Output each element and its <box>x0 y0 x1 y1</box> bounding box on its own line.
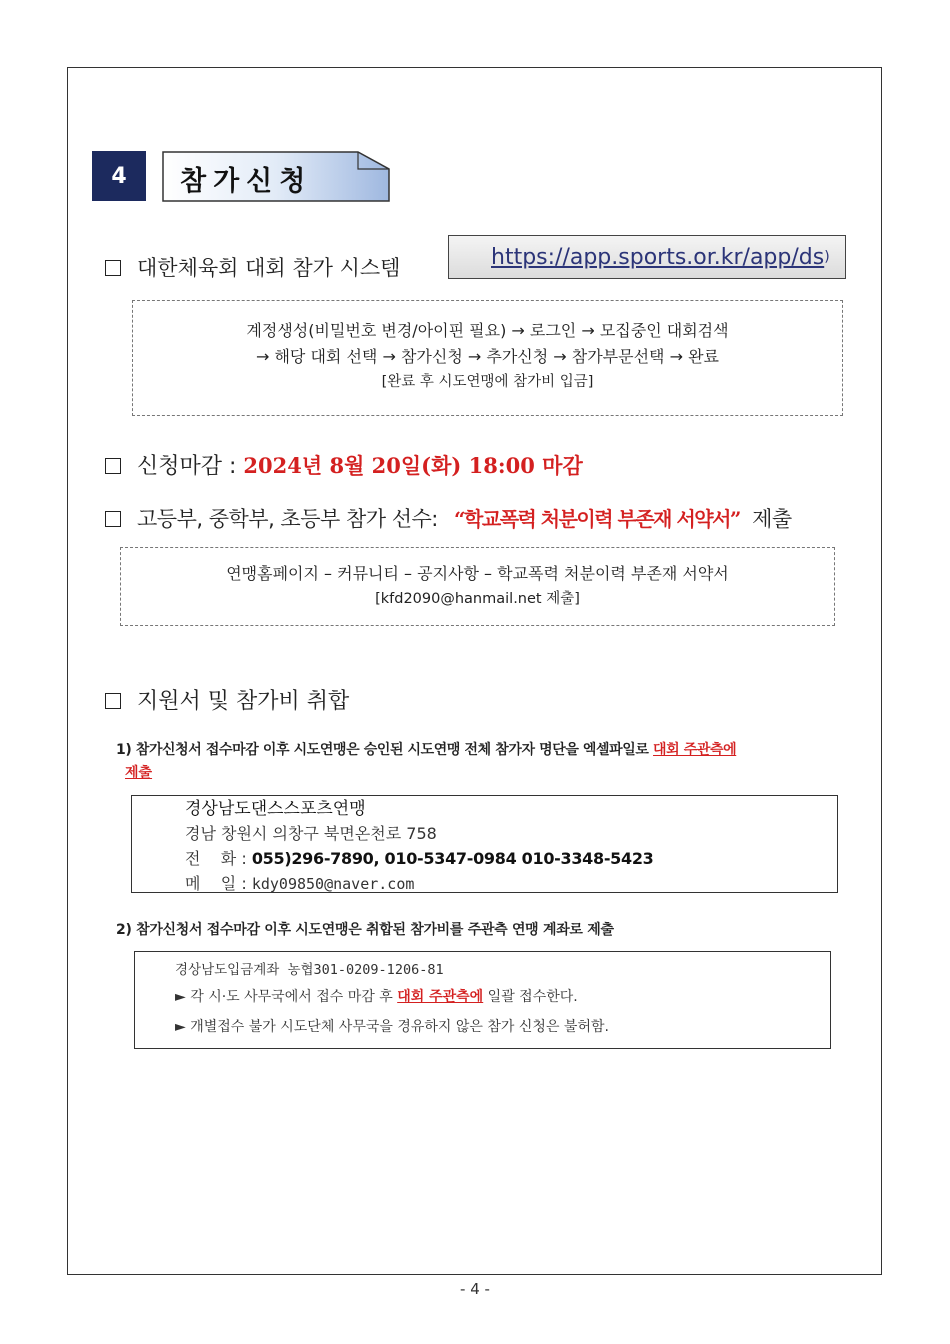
pledge-label: 고등부, 중학부, 초등부 참가 선수: <box>137 507 438 531</box>
pledge-doc: “학교폭력 처분이력 부존재 서약서” <box>454 507 740 531</box>
item1-text: 1) 참가신청서 접수마감 이후 시도연맹은 승인된 시도연맹 전체 참가자 명단을 엑셀파일로 <box>116 742 654 758</box>
item2-line: 2) 참가신청서 접수마감 이후 시도연맹은 취합된 참가비를 주관측 연맹 계좌로 제출 <box>116 922 614 938</box>
url-box <box>448 235 846 279</box>
checkbox-icon <box>105 458 121 474</box>
section-number: 4 <box>92 151 146 201</box>
item1-line <box>116 737 866 763</box>
account-box <box>134 951 831 1049</box>
deadline-row <box>105 449 583 480</box>
org-phone-row <box>185 846 837 871</box>
collect-heading-text: 지원서 및 참가비 취합 <box>137 689 350 714</box>
section-title-box <box>162 151 390 201</box>
item1-end-line <box>125 763 152 783</box>
item1-highlight: 대회 주관측에 <box>653 742 737 758</box>
bullet1-post: 일괄 접수한다. <box>483 989 578 1005</box>
pledge-row <box>105 503 792 533</box>
collect-heading <box>105 684 349 715</box>
deadline-value: 2024년 8월 20일(화) 18:00 마감 <box>243 453 583 478</box>
phone-label: 전 화 : <box>185 849 252 868</box>
section-title: 참가신청 <box>180 166 313 197</box>
phone-value: 055)296-7890, 010-5347-0984 010-3348-5423 <box>251 849 654 868</box>
pledge-suffix: 제출 <box>752 507 792 531</box>
system-heading <box>105 252 400 282</box>
page-number: - 4 - <box>460 1280 490 1298</box>
org-box <box>131 795 838 893</box>
pledge-path: 연맹홈페이지 – 커뮤니티 – 공지사항 – 학교폭력 처분이력 부존재 서약서 <box>226 564 729 583</box>
email-label: 메 일 : <box>185 874 252 893</box>
steps-line-1: 계정생성(비밀번호 변경/아이핀 필요) → 로그인 → 모집중인 대회검색 <box>246 321 729 340</box>
steps-note: [완료 후 시도연맹에 참가비 입금] <box>381 374 594 390</box>
system-url-link[interactable]: https://app.sports.or.kr/app/ds <box>491 244 825 270</box>
email-value[interactable]: kdy09850@naver.com <box>251 875 415 893</box>
bullet1-pre: ► 각 시·도 사무국에서 접수 마감 후 <box>175 989 398 1005</box>
checkbox-icon <box>105 511 121 527</box>
org-address: 경남 창원시 의창구 북면온천로 758 <box>185 824 437 843</box>
url-tail: ) <box>824 249 830 265</box>
pledge-email-note: [kfd2090@hanmail.net 제출] <box>375 591 580 607</box>
item1-end: 제출 <box>125 765 153 781</box>
account-line: 경상남도입금계좌 농협301-0209-1206-81 <box>175 962 444 978</box>
bullet1-highlight: 대회 주관측에 <box>397 989 484 1005</box>
steps-box <box>132 300 843 416</box>
org-name: 경상남도댄스스포츠연맹 <box>185 799 366 819</box>
deadline-label: 신청마감 : <box>137 454 244 479</box>
checkbox-icon <box>105 260 121 276</box>
pledge-box <box>120 547 835 626</box>
steps-line-2: → 해당 대회 선택 → 참가신청 → 추가신청 → 참가부문선택 → 완료 <box>255 347 719 366</box>
org-email-row <box>185 871 837 897</box>
bullet2-row: ► 개별접수 불가 시도단체 사무국을 경유하지 않은 참가 신청은 불허함. <box>175 1019 609 1035</box>
checkbox-icon <box>105 693 121 709</box>
system-heading-text: 대한체육회 대회 참가 시스템 <box>137 256 401 280</box>
bullet1-row <box>175 981 830 1014</box>
